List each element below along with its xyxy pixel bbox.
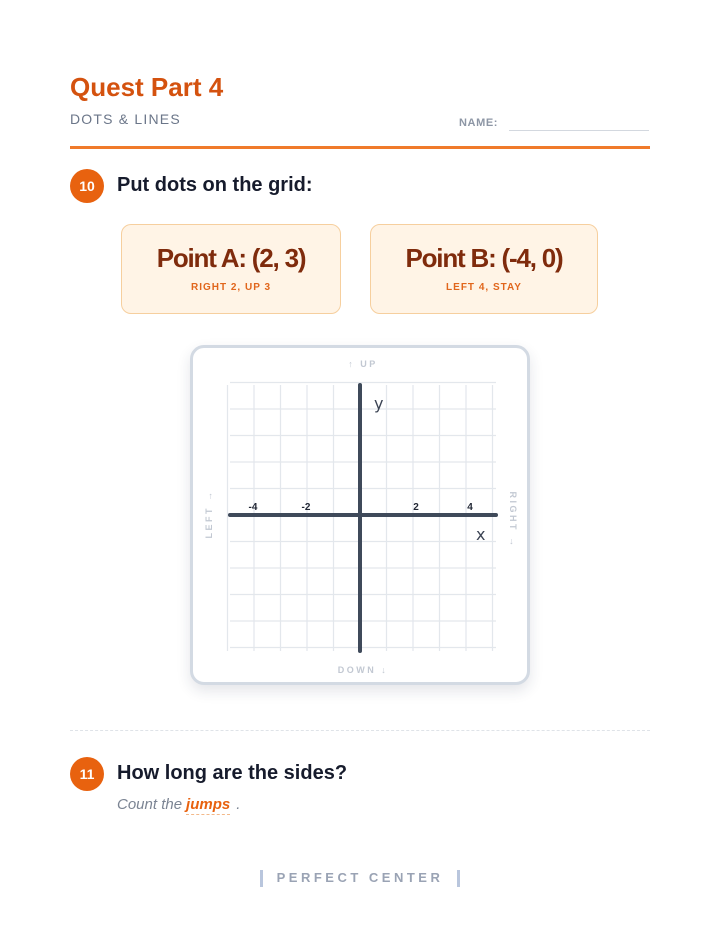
section-divider xyxy=(70,730,650,731)
footer xyxy=(0,870,720,887)
x-tick-label: 4 xyxy=(467,502,473,513)
coordinate-grid-svg[interactable] xyxy=(193,348,533,688)
page-subtitle: DOTS & LINES xyxy=(70,111,181,127)
question-11-number: 11 xyxy=(70,757,104,791)
hint-keyword: jumps xyxy=(186,796,231,813)
point-a-hint: RIGHT 2, UP 3 xyxy=(190,282,272,293)
footer-bar-right xyxy=(457,870,460,887)
hint-text: Count the xyxy=(117,796,183,813)
point-b-card xyxy=(370,224,598,314)
footer-bar-left xyxy=(260,870,263,887)
left-direction-label: LEFT → xyxy=(204,489,214,539)
right-direction-label: RIGHT → xyxy=(508,491,518,549)
point-b-hint: LEFT 4, STAY xyxy=(446,282,522,293)
page-title: Quest Part 4 xyxy=(70,72,224,102)
x-tick-label: 2 xyxy=(413,502,419,513)
x-axis-label: x xyxy=(476,525,486,544)
question-10-prompt: Put dots on the grid: xyxy=(117,174,313,196)
up-direction-label: ↑ UP xyxy=(348,359,378,369)
name-field[interactable] xyxy=(509,130,649,131)
name-label: NAME: xyxy=(459,117,499,129)
down-direction-label: DOWN ↓ xyxy=(337,665,389,675)
x-tick-label: -4 xyxy=(248,502,258,513)
question-11-hint xyxy=(117,796,240,813)
hint-end: . xyxy=(236,796,241,813)
header-divider xyxy=(70,146,650,149)
y-axis-label: y xyxy=(374,394,384,413)
x-tick-label: -2 xyxy=(301,502,311,513)
point-b-label: Point B: (-4, 0) xyxy=(405,243,563,273)
question-11-prompt: How long are the sides? xyxy=(117,762,348,784)
question-10-number: 10 xyxy=(70,169,104,203)
coordinate-grid[interactable] xyxy=(190,345,530,685)
footer-text: PERFECT CENTER xyxy=(276,870,444,885)
point-a-label: Point A: (2, 3) xyxy=(156,243,306,273)
point-a-card xyxy=(121,224,341,314)
